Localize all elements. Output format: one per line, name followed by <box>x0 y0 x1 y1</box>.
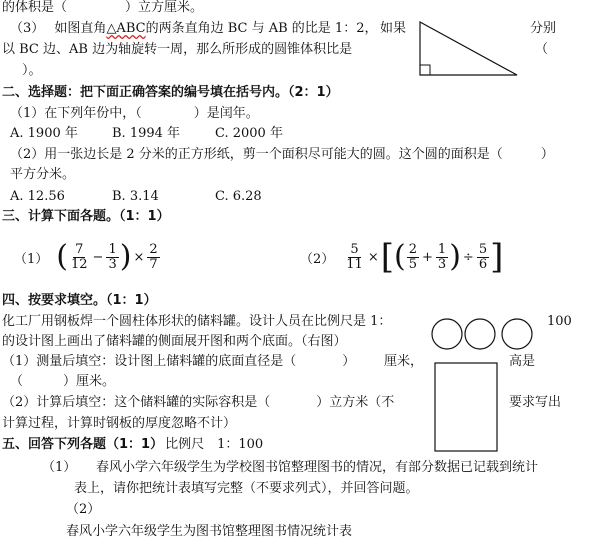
top-line-suffix: ）立方厘米。 <box>125 0 204 15</box>
s2-q1-end: ）是闰年。 <box>193 106 259 121</box>
s4-q2-line2: 计算过程，计算时钢板的厚度忽略不计） <box>2 416 237 431</box>
s4-q1-unit: 厘米， <box>384 354 424 369</box>
fraction <box>106 243 118 272</box>
numerator: 1 <box>108 241 117 257</box>
s4-q1-line2 <box>10 374 115 390</box>
q3-if: 如果 <box>380 21 407 36</box>
numerator: 7 <box>75 241 84 257</box>
expression-1 <box>14 232 161 282</box>
q3-paren-open: （ <box>535 42 549 57</box>
fraction <box>344 243 365 272</box>
s4-q1-mid: ） <box>342 354 356 369</box>
expr2-label: （2） <box>300 251 335 267</box>
triangle-shape <box>420 22 517 75</box>
fraction <box>407 243 419 272</box>
denominator: 7 <box>149 256 158 272</box>
times-sign: × <box>133 249 145 265</box>
s2-q1-option-b: B. 1994 年 <box>112 126 181 141</box>
s4-q2-tail: 要求写出 <box>509 395 562 410</box>
numerator: 2 <box>408 241 417 257</box>
s2-q1-option-c: C. 2000 年 <box>215 126 283 141</box>
s2-q2-end: ） <box>540 147 554 162</box>
base-circle-1 <box>432 319 462 349</box>
numerator: 5 <box>478 241 488 257</box>
section-5-scale: 比例尺 1：100 <box>165 437 264 452</box>
right-triangle-figure <box>418 20 520 78</box>
s5-q2-number: （2） <box>66 502 101 517</box>
s2-q1-text: （1）在下列年份中，（ <box>10 106 142 121</box>
denominator: 3 <box>108 256 117 272</box>
fraction <box>69 243 90 272</box>
s2-q1 <box>10 106 259 122</box>
triangle-label: △ABC <box>106 21 146 36</box>
fraction <box>436 243 448 272</box>
tank-design-figure <box>430 316 535 456</box>
s4-para-line1: 化工厂用钢板焊一个圆柱体形状的储料罐。设计人员在比例尺是 1： <box>2 314 392 329</box>
question-3-line2: 以 BC 边、AB 边为轴旋转一周，那么所形成的圆锥体积比是 <box>2 42 353 57</box>
base-circle-2 <box>465 319 495 349</box>
s5-q1-text: 春风小学六年级学生为学校图书馆整理图书的情况，有部分数据已记载到统计 <box>96 460 539 475</box>
denominator: 11 <box>346 256 363 272</box>
numerator: 5 <box>350 241 359 257</box>
s4-q1 <box>2 354 355 370</box>
s2-q2-option-a: A. 12.56 <box>10 189 65 204</box>
s4-para-line2: 的设计图上画出了储料罐的侧面展开图和两个底面。（右图） <box>2 334 347 349</box>
s4-q1-text: （1）测量后填空：设计图上储料罐的底面直径是（ <box>2 354 297 369</box>
question-3-line3: ）。 <box>22 63 42 78</box>
minus-sign: − <box>92 249 104 265</box>
left-bracket: [ <box>380 237 394 277</box>
s2-q2-option-c: C. 6.28 <box>215 189 262 204</box>
s4-q2-mid: ）立方米（不 <box>316 395 395 410</box>
fraction <box>477 243 489 272</box>
s5-table-title: 春风小学六年级学生为图书馆整理图书情况统计表 <box>66 524 353 539</box>
expr1-label: （1） <box>14 251 49 267</box>
denominator: 12 <box>71 256 88 272</box>
numerator: 2 <box>149 241 158 257</box>
lateral-surface-rect <box>435 363 497 451</box>
q3-fenbie: 分别 <box>530 21 557 36</box>
base-circle-3 <box>502 319 532 349</box>
section-5-heading-row <box>2 437 263 453</box>
s2-q2-line2: 平方分米。 <box>10 167 76 182</box>
fraction <box>147 243 159 272</box>
numerator: 1 <box>437 241 447 257</box>
s4-q1-tail: 高是 <box>509 354 536 369</box>
left-paren: ( <box>394 239 406 274</box>
s2-q2-text: （2）用一张边长是 2 分米的正方形纸，剪一个面积尽可能大的圆。这个圆的面积是（ <box>10 147 503 162</box>
expression-2 <box>300 232 503 282</box>
plus-sign: + <box>422 249 433 265</box>
s5-q1-number: （1） <box>42 460 77 475</box>
right-paren: ) <box>119 239 132 274</box>
s5-q1-line2: 表上，请你把统计表填写完整（不要求列式），并回答问题。 <box>74 481 419 496</box>
q3-number: （3） <box>10 21 45 36</box>
section-4-heading: 四、按要求填空。（1：1） <box>2 293 157 308</box>
right-paren: ) <box>449 239 461 274</box>
section-5-heading: 五、回答下列各题（1：1） <box>2 437 164 452</box>
s4-q2 <box>2 395 394 411</box>
times-sign: × <box>367 249 379 265</box>
s4-scale-number: 100 <box>547 314 572 329</box>
section-3-heading: 三、计算下面各题。（1：1） <box>2 209 170 224</box>
denominator: 5 <box>408 256 417 272</box>
s2-q2 <box>10 147 554 163</box>
divide-sign: ÷ <box>462 249 474 265</box>
top-line <box>2 0 203 16</box>
question-3-line1 <box>10 21 377 37</box>
top-line-prefix: 的体积是（ <box>2 0 68 15</box>
right-angle-marker <box>420 65 430 75</box>
denominator: 6 <box>478 256 488 272</box>
s2-q2-option-b: B. 3.14 <box>112 189 159 204</box>
s2-q1-option-a: A. 1900 年 <box>10 126 78 141</box>
s4-q1-line2-end: ）厘米。 <box>63 374 116 389</box>
right-bracket: ] <box>490 237 504 277</box>
denominator: 3 <box>437 256 447 272</box>
left-paren: ( <box>56 239 68 274</box>
s4-q2-text: （2）计算后填空：这个储料罐的实际容积是（ <box>2 395 271 410</box>
q3-part2: 的两条直角边 BC 与 AB 的比是 1：2， <box>145 21 378 36</box>
section-2-heading: 二、选择题：把下面正确答案的编号填在括号内。（2：1） <box>2 85 339 100</box>
s4-q1-line2-open: （ <box>10 374 24 389</box>
q3-part1: 如图直角 <box>54 21 107 36</box>
